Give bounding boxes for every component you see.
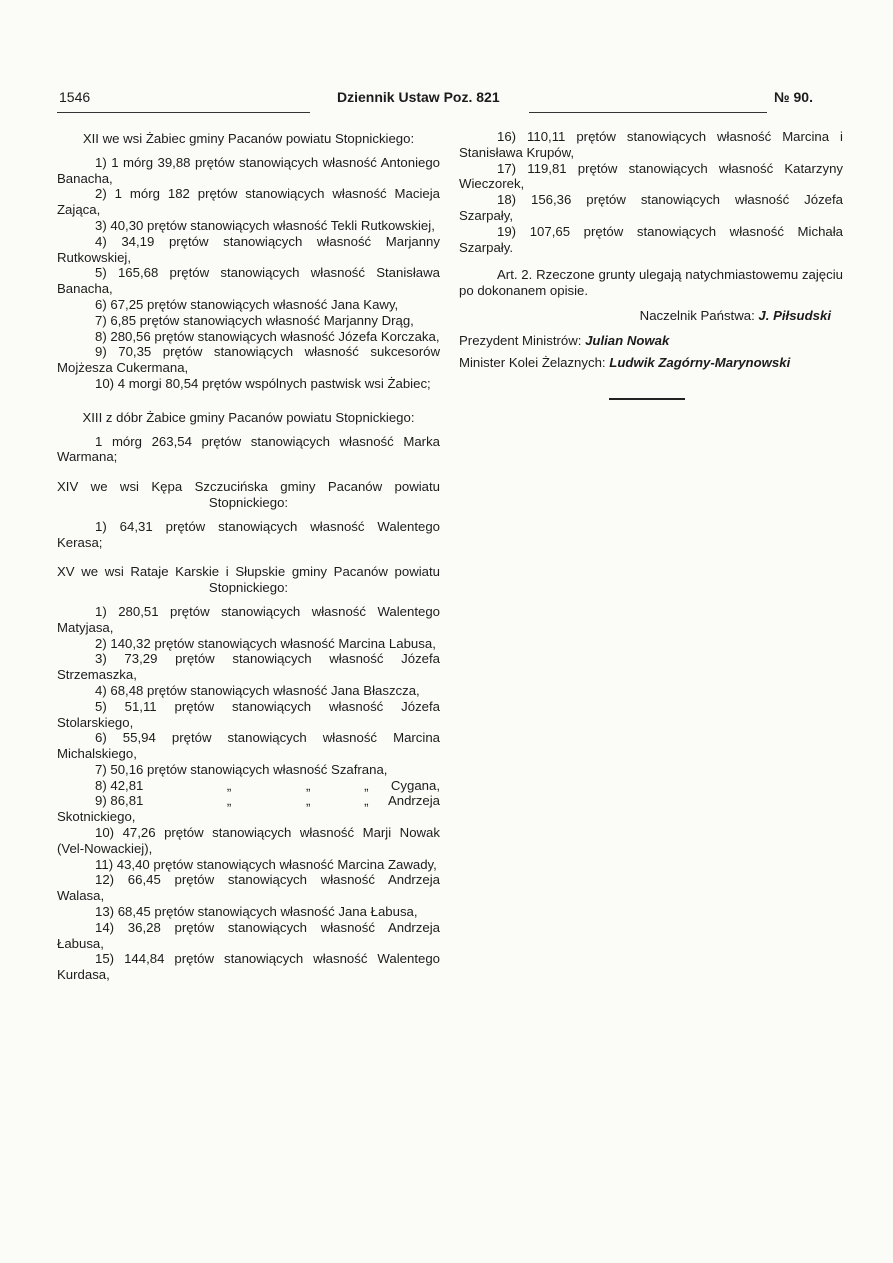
table-row	[57, 778, 440, 794]
signature-prezydent	[459, 333, 843, 349]
section-heading: XIII z dóbr Żabice gminy Pacanów powiatu Stopnickiego:	[82, 409, 415, 425]
journal-title: Dziennik Ustaw Poz. 821	[337, 89, 500, 105]
list-item: 4) 68,48 prętów stanowiących własność Jana Błaszcza,	[95, 682, 420, 698]
list-item: 4) 34,19 prętów stanowiących własność Marjanny Rutkowskiej,	[57, 233, 440, 265]
list-item: 7) 50,16 prętów stanowiących własność Szafrana,	[95, 761, 388, 777]
section-heading: XII we wsi Żabiec gminy Pacanów powiatu Stopnickiego:	[82, 131, 415, 146]
list-item: 16) 110,11 prętów stanowiących własność Marcina i Stanisława Krupów,	[459, 129, 843, 160]
ditto-mark: „	[306, 777, 311, 793]
header-rule-right	[529, 112, 767, 113]
section-heading: XIV we wsi Kępa Szczucińska gminy Pacanów powiatu Stopnickiego:	[57, 479, 440, 510]
list-item: 13) 68,45 prętów stanowiących własność Jana Łabusa,	[95, 904, 418, 920]
right-column	[459, 129, 843, 400]
signature-name: Ludwik Zagórny-Marynowski	[609, 354, 791, 370]
list-item: 1) 280,51 prętów stanowiących własność Walentego Matyjasa,	[57, 603, 440, 635]
signature-naczelnik	[459, 308, 843, 324]
ditto-mark: „	[226, 777, 232, 793]
list-item: 5) 51,11 prętów stanowiących własność Józefa Stolarskiego,	[57, 698, 440, 730]
list-item: 6) 55,94 prętów stanowiących własność Marcina Michalskiego,	[57, 730, 440, 762]
signature-title: Minister Kolei Żelaznych:	[459, 354, 606, 370]
list-item: 19) 107,65 prętów stanowiących własność Michała Szarpały.	[459, 223, 843, 255]
list-item: 12) 66,45 prętów stanowiących własność Andrzeja Walasa,	[57, 872, 440, 904]
table-row	[57, 793, 440, 809]
list-item: 15) 144,84 prętów stanowiących własność Walentego Kurdasa,	[57, 951, 440, 983]
list-item-continuation: Skotnickiego,	[57, 809, 136, 825]
left-column	[57, 131, 440, 983]
list-item: 2) 1 mórg 182 prętów stanowiących własność Macieja Zająca,	[57, 186, 440, 218]
list-item: 11) 43,40 prętów stanowiących własność Marcina Zawady,	[95, 856, 437, 872]
list-item: 14) 36,28 prętów stanowiących własność Andrzeja Łabusa,	[57, 919, 440, 951]
section-heading: XV we wsi Rataje Karskie i Słupskie gminy Pacanów powiatu Stopnickiego:	[57, 564, 440, 596]
signature-title: Naczelnik Państwa:	[639, 307, 755, 323]
ditto-mark: „	[226, 793, 232, 809]
list-item: 5) 165,68 prętów stanowiących własność Stanisława Banacha,	[57, 265, 440, 297]
end-rule	[609, 398, 685, 400]
ditto-num: 9) 86,81	[95, 793, 144, 809]
signature-title: Prezydent Ministrów:	[459, 332, 582, 348]
signature-minister	[459, 355, 843, 371]
signature-name: J. Piłsudski	[758, 307, 831, 323]
list-item: 3) 40,30 prętów stanowiących własność Tekli Rutkowskiej,	[95, 217, 435, 233]
article-2: Art. 2. Rzeczone grunty ulegają natychmiastowemu zajęciu po dokonanem opisie.	[459, 267, 843, 299]
list-item: 6) 67,25 prętów stanowiących własność Jana Kawy,	[95, 296, 399, 312]
list-item: 17) 119,81 prętów stanowiących własność Katarzyny Wieczorek,	[459, 160, 843, 192]
ditto-mark: „	[306, 793, 311, 809]
signature-name: Julian Nowak	[585, 332, 670, 348]
list-item: 1 mórg 263,54 prętów stanowiących własność Marka Warmana;	[57, 433, 440, 465]
ditto-mark: „	[364, 777, 369, 793]
list-item: 18) 156,36 prętów stanowiących własność Józefa Szarpały,	[459, 192, 843, 223]
list-item: 8) 280,56 prętów stanowiących własność Józefa Korczaka,	[95, 328, 440, 344]
ditto-num: 8) 42,81	[95, 777, 144, 793]
header-rule-left	[57, 112, 310, 113]
list-item: 10) 47,26 prętów stanowiących własność Marji Nowak (Vel-Nowackiej),	[57, 825, 440, 856]
list-item: 2) 140,32 prętów stanowiących własność Marcina Labusa,	[95, 635, 436, 651]
list-item: 1) 1 mórg 39,88 prętów stanowiących własność Antoniego Banacha,	[57, 154, 440, 186]
list-item: 7) 6,85 prętów stanowiących własność Marjanny Drąg,	[95, 312, 414, 328]
issue-number: № 90.	[774, 89, 813, 105]
ditto-mark: „	[364, 793, 369, 809]
list-item: 1) 64,31 prętów stanowiących własność Walentego Kerasa;	[57, 518, 440, 550]
page-number: 1546	[59, 89, 91, 105]
list-item: 9) 70,35 prętów stanowiących własność sukcesorów Mojżesza Cukermana,	[57, 344, 440, 376]
ditto-table	[57, 778, 440, 810]
ditto-name: Cygana,	[390, 777, 440, 793]
list-item: 3) 73,29 prętów stanowiących własność Józefa Strzemaszka,	[57, 651, 440, 683]
ditto-name: Andrzeja	[387, 793, 440, 809]
list-item: 10) 4 morgi 80,54 prętów wspólnych pastwisk wsi Żabiec;	[95, 375, 431, 391]
